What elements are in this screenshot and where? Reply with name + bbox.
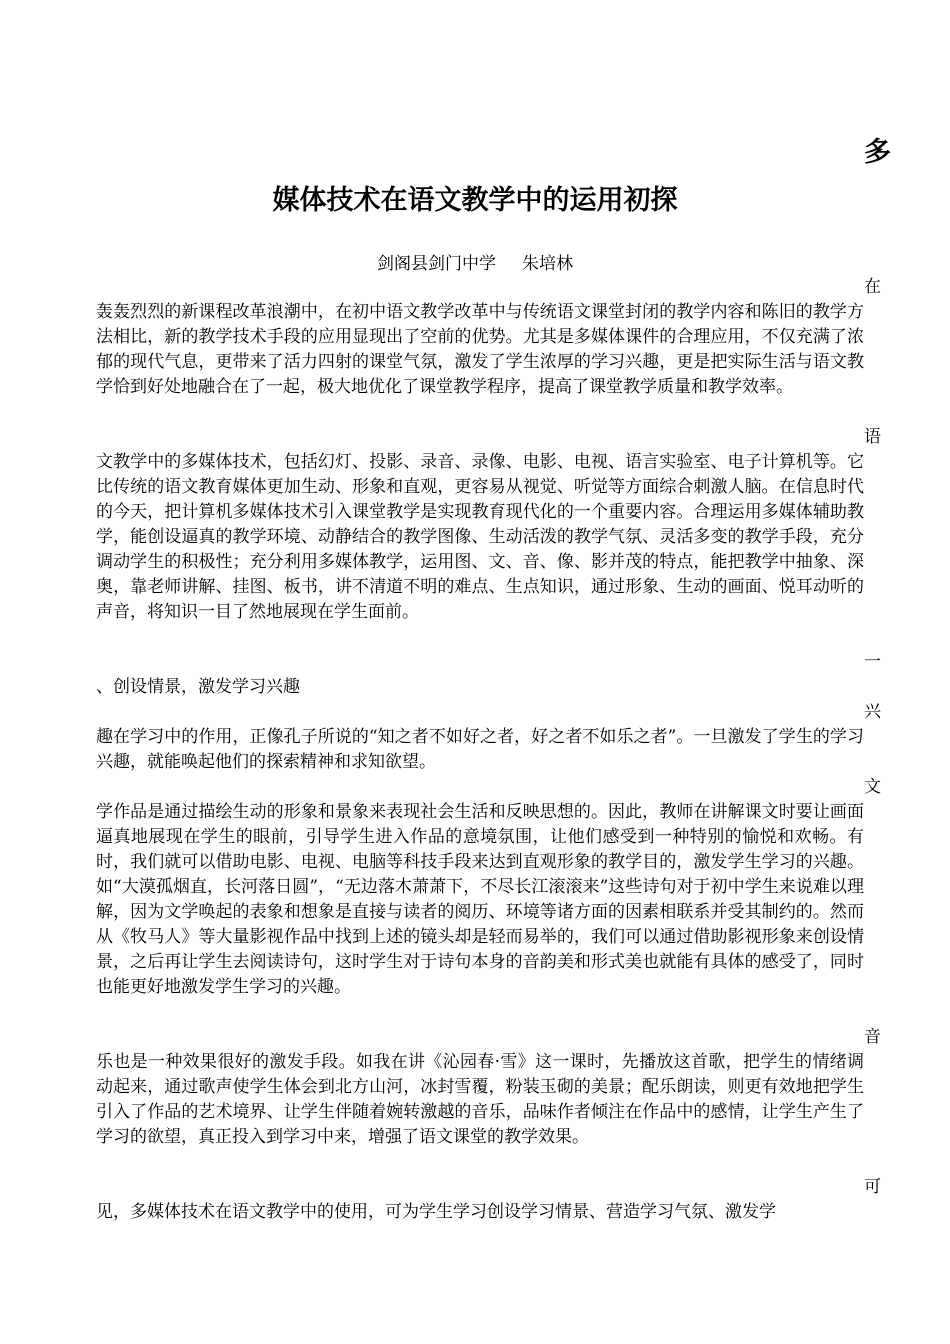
paragraph: 文教学中的多媒体技术，包括幻灯、投影、录音、录像、电影、电视、语言实验室、电子计算机等。它比传统的语文教育媒体更加生动、形象和直观，更容易从视觉、听觉等方面综合刺激人脑。在信息时代的今天，把计算机多媒体技术引入课堂教学是实现教育现代化的一个重要内容。合理运用多媒体辅助教学，能创设逼真的教学环境、动静结合的教学图像、生动活泼的教学气氛、灵活多变的教学手段，充分调动学生的积极性；充分利用多媒体教学，运用图、文、音、像、影并茂的特点，能把教学中抽象、深奥，靠老师讲解、挂图、板书，讲不清道不明的难点、生点知识，通过形象、生动的画面、悦耳动听的声音，将知识一目了然地展现在学生面前。 (96, 452, 864, 622)
paragraph: 乐也是一种效果很好的激发手段。如我在讲《沁园春·雪》这一课时，先播放这首歌，把学生的情绪调动起来，通过歌声使学生体会到北方山河，冰封雪覆，粉装玉砌的美景；配乐朗读，则更有效地把学生引入了作品的艺术境界、让学生伴随着婉转激越的音乐，品味作者倾注在作品中的感情，让学生产生了学习的欲望，真正投入到学习中来，增强了语文课堂的教学效果。 (96, 1052, 864, 1147)
section-heading: 、创设情景，激发学习兴趣 (96, 677, 300, 697)
paragraph: 趣在学习中的作用，正像孔子所说的“知之者不如好之者，好之者不如乐之者”。一旦激发了学生的学习兴趣，就能唤起他们的探索精神和求知欲望。 (96, 727, 864, 772)
title-first-char: 多 (864, 137, 891, 168)
paragraph-lead-char: 兴 (864, 702, 881, 722)
author-line (0, 253, 950, 275)
paragraph-lead-char: 音 (864, 1027, 881, 1047)
paragraph: 见，多媒体技术在语文教学中的使用，可为学生学习创设学习情景、营造学习气氛、激发学 (96, 1202, 776, 1222)
paragraph: 轰轰烈烈的新课程改革浪潮中，在初中语文教学改革中与传统语文课堂封闭的教学内容和陈旧的教学方法相比，新的教学技术手段的应用显现出了空前的优势。尤其是多媒体课件的合理应用，不仅充满了浓郁的现代气息，更带来了活力四射的课堂气氛，激发了学生浓厚的学习兴趣，更是把实际生活与语文教学恰到好处地融合在了一起，极大地优化了课堂教学程序，提高了课堂教学质量和教学效率。 (96, 302, 864, 397)
page-title: 媒体技术在语文教学中的运用初探 (272, 185, 678, 216)
author-school: 剑阁县剑门中学 (377, 254, 496, 274)
paragraph: 学作品是通过描绘生动的形象和景象来表现社会生活和反映思想的。因此，教师在讲解课文时要让画面逼真地展现在学生的眼前，引导学生进入作品的意境氛围，让他们感受到一种特别的愉悦和欢畅。有时，我们就可以借助电影、电视、电脑等科技手段来达到直观形象的教学目的，激发学生学习的兴趣。如“大漠孤烟直，长河落日圆”，“无边落木萧萧下，不尽长江滚滚来”这些诗句对于初中学生来说难以理解，因为文学唤起的表象和想象是直接与读者的阅历、环境等诸方面的因素相联系并受其制约的。然而从《牧马人》等大量影视作品中找到上述的镜头却是轻而易举的，我们可以通过借助影视形象来创设情景，之后再让学生去阅读诗句，这时学生对于诗句本身的音韵美和形式美也就能有具体的感受了，同时也能更好地激发学生学习的兴趣。 (96, 802, 864, 997)
paragraph-lead-char: 可 (864, 1177, 881, 1197)
paragraph-lead-char: 在 (864, 277, 881, 297)
section-lead-char: 一 (864, 652, 881, 672)
paragraph-lead-char: 文 (864, 777, 881, 797)
author-name: 朱培林 (522, 254, 573, 274)
paragraph-lead-char: 语 (864, 427, 881, 447)
